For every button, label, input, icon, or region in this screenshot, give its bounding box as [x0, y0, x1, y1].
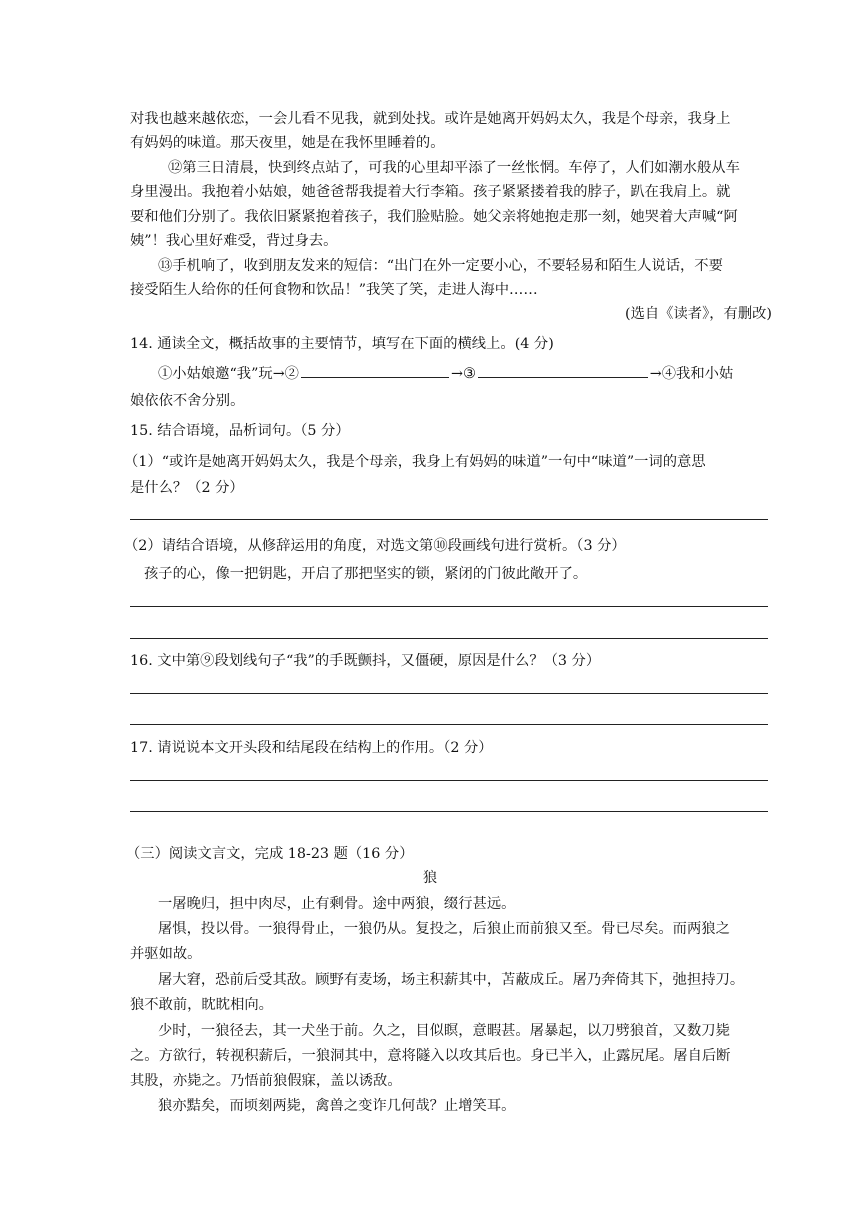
question-16: 16. 文中第⑨段划线句子“我”的手既颤抖，又僵硬，原因是什么？（3 分） — [130, 653, 601, 669]
classical-title: 狼 — [422, 870, 438, 886]
answer-line[interactable] — [130, 638, 768, 639]
story-line: 要和他们分别了。我依旧紧紧抱着孩子，我们脸贴脸。她父亲将她抱走那一刻，她哭着大声喊“阿 — [130, 209, 738, 225]
question-15-2-quote: 孩子的心，像一把钥匙，开启了那把坚实的锁，紧闭的门彼此敞开了。 — [144, 566, 588, 582]
answer-line[interactable] — [130, 519, 768, 520]
q14-part-a: ①小姑娘邀“我”玩→② — [158, 366, 299, 382]
answer-blank-2[interactable] — [301, 363, 449, 378]
story-source: (选自《读者》，有删改) — [625, 306, 772, 322]
classical-line: 并驱如故。 — [130, 946, 202, 962]
question-15: 15. 结合语境，品析词句。（5 分） — [130, 423, 350, 439]
answer-line[interactable] — [130, 693, 768, 694]
classical-paragraph-5: 狼亦黠矣，而顷刻两毙，禽兽之变诈几何哉？止增笑耳。 — [158, 1098, 516, 1114]
answer-line[interactable] — [130, 606, 768, 607]
classical-paragraph-1: 一屠晚归，担中肉尽，止有剩骨。途中两狼，缀行甚远。 — [158, 896, 516, 912]
question-14-line: 娘依依不舍分别。 — [130, 393, 245, 409]
q14-part-c: →④我和小姑 — [649, 366, 734, 382]
story-line: 有妈妈的味道。那天夜里，她是在我怀里睡着的。 — [130, 135, 445, 151]
question-17: 17. 请说说本文开头段和结尾段在结构上的作用。（2 分） — [130, 740, 493, 756]
question-15-1-line: 是什么？（2 分） — [130, 480, 244, 496]
question-15-1: （1）“或许是她离开妈妈太久，我是个母亲，我身上有妈妈的味道”一句中“味道”一词的意思 — [124, 454, 706, 470]
story-line: 对我也越来越依恋，一会儿看不见我，就到处找。或许是她离开妈妈太久，我是个母亲，我身上 — [130, 111, 731, 127]
section-heading: （三）阅读文言文，完成 18-23 题（16 分） — [126, 846, 414, 862]
classical-paragraph-2-line: 屠惧，投以骨。一狼得骨止，一狼仍从。复投之，后狼止而前狼又至。骨已尽矣。而两狼之 — [158, 921, 730, 937]
question-14: 14. 通读全文，概括故事的主要情节，填写在下面的横线上。(4 分) — [130, 336, 554, 352]
classical-line: 狼不敢前，眈眈相向。 — [130, 997, 273, 1013]
question-15-2: （2）请结合语境，从修辞运用的角度，对选文第⑩段画线句进行赏析。（3 分） — [124, 538, 626, 554]
classical-paragraph-3-line: 屠大窘，恐前后受其敌。顾野有麦场，场主积薪其中，苫蔽成丘。屠乃奔倚其下，弛担持刀。 — [158, 972, 745, 988]
classical-line: 其股，亦毙之。乃悟前狼假寐，盖以诱敌。 — [130, 1073, 402, 1089]
classical-paragraph-4-line: 少时，一狼径去，其一犬坐于前。久之，目似瞑，意暇甚。屠暴起，以刀劈狼首，又数刀毙 — [158, 1023, 730, 1039]
answer-line[interactable] — [130, 811, 768, 812]
answer-line[interactable] — [130, 724, 768, 725]
story-paragraph-12-line: ⑫第三日清晨，快到终点站了，可我的心里却平添了一丝怅惘。车停了，人们如潮水般从车 — [168, 160, 740, 176]
story-line: 接受陌生人给你的任何食物和饮品！”我笑了笑，走进人海中…… — [130, 282, 538, 298]
q14-part-b: →③ — [450, 366, 476, 382]
answer-line[interactable] — [130, 780, 768, 781]
story-line: 身里漫出。我抱着小姑娘，她爸爸帮我提着大行李箱。孩子紧紧搂着我的脖子，趴在我肩上。就 — [130, 184, 731, 200]
story-line: 姨”！我心里好难受，背过身去。 — [130, 233, 338, 249]
answer-blank-3[interactable] — [478, 363, 648, 378]
question-14-answer-line — [158, 363, 770, 384]
story-paragraph-13-line: ⑬手机响了，收到朋友发来的短信：“出门在外一定要小心，不要轻易和陌生人说话，不要 — [158, 258, 723, 274]
classical-line: 之。方欲行，转视积薪后，一狼洞其中，意将隧入以攻其后也。身已半入，止露尻尾。屠自后断 — [130, 1048, 731, 1064]
